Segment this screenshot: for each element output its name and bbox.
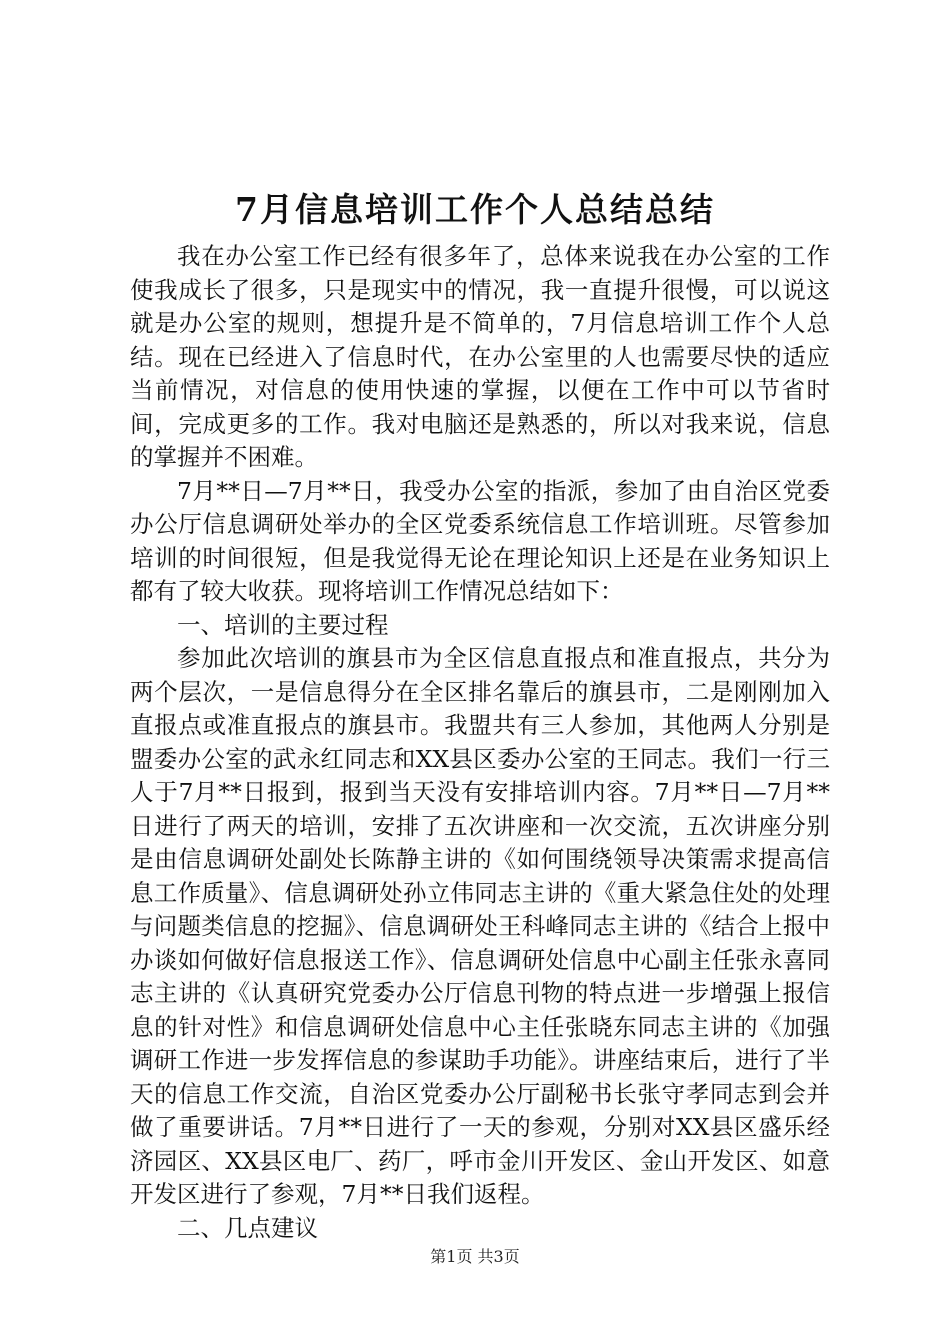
paragraph-training-details: 参加此次培训的旗县市为全区信息直报点和准直报点，共分为两个层次，一是信息得分在全区排名靠后的旗县市，二是刚刚加入直报点或准直报点的旗县市。我盟共有三人参加，其他两人分别是盟委办公室的武永红同志和XX县区委办公室的王同志。我们一行三人于7月**日报到，报到当天没有安排培训内容。7月**日—7月**日进行了两天的培训，安排了五次讲座和一次交流，五次讲座分别是由信息调研处副处长陈静主讲的《如何围绕领导决策需求提高信息工作质量》、信息调研处孙立伟同志主讲的《重大紧急住处的处理与问题类信息的挖掘》、信息调研处王科峰同志主讲的《结合上报中办谈如何做好信息报送工作》、信息调研处信息中心副主任张永喜同志主讲的《认真研究党委办公厅信息刊物的特点进一步增强上报信息的针对性》和信息调研处信息中心主任张晓东同志主讲的《加强调研工作进一步发挥信息的参谋助手功能》。讲座结束后，进行了半天的信息工作交流，自治区党委办公厅副秘书长张守孝同志到会并做了重要讲话。7月**日进行了一天的参观，分别对XX县区盛乐经济园区、XX县区电厂、药厂，呼市金川开发区、金山开发区、如意开发区进行了参观，7月**日我们返程。 bbox=[130, 644, 830, 1208]
document-body bbox=[130, 240, 830, 1245]
section-heading-training-process: 一、培训的主要过程 bbox=[177, 610, 389, 639]
section-heading-suggestions: 二、几点建议 bbox=[177, 1213, 318, 1242]
paragraph-training-assignment: 7月**日—7月**日，我受办公室的指派，参加了由自治区党委办公厅信息调研处举办的全区党委系统信息工作培训班。尽管参加培训的时间很短，但是我觉得无论在理论知识上还是在业务知识上都有了较大收获。现将培训工作情况总结如下： bbox=[130, 476, 830, 605]
page-footer: 第1页 共3页 bbox=[430, 1247, 520, 1266]
paragraph-intro: 我在办公室工作已经有很多年了，总体来说我在办公室的工作使我成长了很多，只是现实中的情况，我一直提升很慢，可以说这就是办公室的规则，想提升是不简单的，7月信息培训工作个人总结。现在已经进入了信息时代，在办公室里的人也需要尽快的适应当前情况，对信息的使用快速的掌握，以便在工作中可以节省时间，完成更多的工作。我对电脑还是熟悉的，所以对我来说，信息的掌握并不困难。 bbox=[130, 242, 830, 471]
document-title: 7月信息培训工作个人总结总结 bbox=[235, 190, 715, 229]
